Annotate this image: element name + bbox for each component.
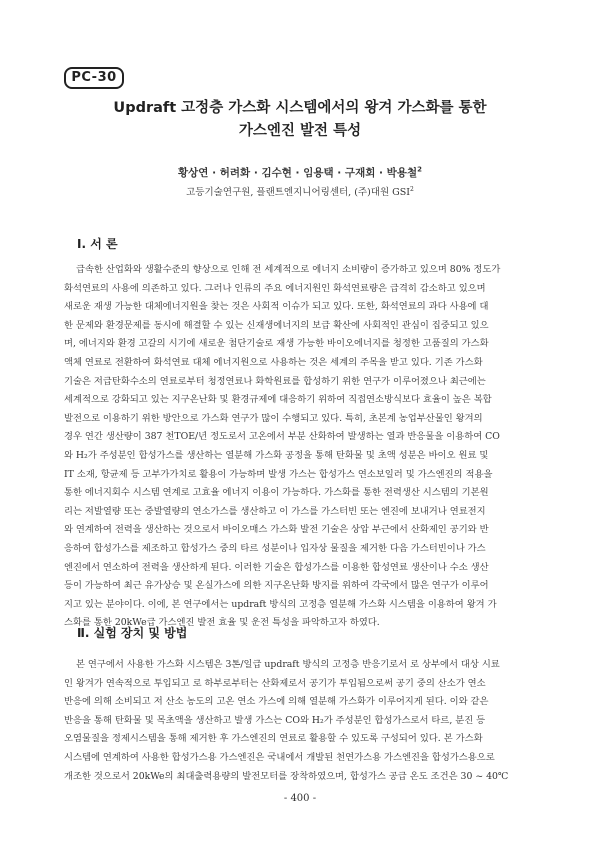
methods-paragraph bbox=[64, 656, 541, 786]
affiliation bbox=[80, 184, 520, 198]
paragraph-line: 액체 연료로 전환하여 화석연료 대체 에너지원으로 사용하는 것은 세계의 주목을 받고 있다. 기존 가스화 bbox=[64, 356, 483, 368]
author-names: 황상연 · 허려화 · 김수현 · 임용택 · 구재회 · 박용철 bbox=[178, 167, 418, 179]
title-line-2: 가스엔진 발전 특성 bbox=[238, 123, 362, 139]
paragraph-line: 등이 가능하여 최근 유가상승 및 온실가스에 의한 지구온난화 방지를 위하여 각국에서 많은 연구가 이루어 bbox=[64, 580, 489, 592]
paragraph-line: 오염물질을 정제시스템을 통해 제거한 후 가스엔진의 연료로 활용할 수 있도록 구성되어 있다. 본 가스화 bbox=[64, 733, 483, 745]
author-list bbox=[80, 165, 520, 180]
paragraph-line: 스화를 통한 20kWe급 가스엔진 발전 효율 및 운전 특성을 파악하고자 하였다. bbox=[64, 617, 380, 629]
paragraph-line: 한 문제와 환경문제를 동시에 해결할 수 있는 신재생에너지의 보급 확산에 사회적인 관심이 집중되고 있으 bbox=[64, 319, 489, 331]
paragraph-line: 와 연계하여 전력을 생산하는 것으로서 바이오매스 가스화 발전 기술은 상압 부근에서 산화제인 공기와 반 bbox=[64, 524, 489, 536]
paragraph-line: 반응에 의해 소비되고 저 산소 농도의 고온 연소 가스에 의해 열분해 가스화가 이루어지게 된다. 이와 같은 bbox=[64, 696, 489, 708]
paragraph-line: 며, 에너지와 환경 고갈의 시기에 새로운 첨단기술로 재생 가능한 바이오에너지를 청정한 고품질의 가스화 bbox=[64, 338, 489, 350]
affiliation-superscript: 2 bbox=[410, 185, 414, 193]
paper-id-badge: PC-30 bbox=[64, 67, 124, 89]
paragraph-line: IT 소재, 항균제 등 고부가가치로 활용이 가능하며 발생 가스는 합성가스 연소보일러 및 가스엔진의 적용을 bbox=[64, 468, 493, 480]
paper-title bbox=[80, 97, 520, 143]
paragraph-line: 급속한 산업화와 생활수준의 향상으로 인해 전 세계적으로 에너지 소비량이 증가하고 있으며 80% 정도가 bbox=[76, 264, 501, 275]
paragraph-line: 반응을 통해 탄화물 및 목초액을 생산하고 발생 가스는 CO와 H₂가 주성분인 합성가스로서 타르, 분진 등 bbox=[64, 714, 486, 726]
paragraph-line: 통한 에너지회수 시스템 연계로 고효율 에너지 이용이 가능하다. 가스화를 통한 전력생산 시스템의 기본원 bbox=[64, 487, 489, 499]
paragraph-line: 발전으로 이용하기 위한 방안으로 가스화 연구가 많이 수행되고 있다. 특히, 초본계 농업부산물인 왕겨의 bbox=[64, 412, 483, 424]
paragraph-line: 응하여 합성가스를 제조하고 합성가스 중의 타르 성분이나 입자상 물질을 제거한 다음 가스터빈이나 가스 bbox=[64, 542, 486, 554]
paragraph-line: 세계적으로 강화되고 있는 지구온난화 및 환경규제에 대응하기 위하여 직접연소방식보다 효율이 높은 복합 bbox=[64, 394, 492, 406]
affiliation-text: 고등기술연구원, 플랜트엔지니어링센터, (주)대원 GSI bbox=[186, 187, 411, 198]
section-heading-methods: Ⅱ. 실험 장치 및 방법 bbox=[77, 626, 188, 640]
paragraph-line: 기술은 저급탄화수소의 연료로부터 청정연료나 화학원료를 합성하기 위한 연구가 이루어졌으나 최근에는 bbox=[64, 375, 486, 387]
introduction-paragraph bbox=[64, 261, 541, 633]
paragraph-line: 지고 있는 분야이다. 이에, 본 연구에서는 updraft 방식의 고정층 열분해 가스화 시스템을 이용하여 왕겨 가 bbox=[64, 598, 497, 610]
paragraph-line: 와 H₂가 주성분인 합성가스를 생산하는 열분해 가스화 공정을 통해 탄화물 및 초액 성분은 바이오 원료 및 bbox=[64, 449, 489, 461]
title-line-1: Updraft 고정층 가스화 시스템에서의 왕겨 가스화를 통한 bbox=[113, 100, 487, 116]
paragraph-line: 본 연구에서 사용한 가스화 시스템은 3톤/일급 updraft 방식의 고정층 반응기로서 로 상부에서 대상 시료 bbox=[76, 659, 500, 670]
paragraph-line: 개조한 것으로서 20kWe의 최대출력용량의 발전모터를 장착하였으며, 합성가스 공급 온도 조건은 30 ~ 40℃ bbox=[64, 770, 509, 782]
section-heading-introduction: Ⅰ. 서 론 bbox=[77, 237, 118, 251]
paragraph-line: 경우 연간 생산량이 387 천TOE/년 정도로서 고온에서 부분 산화하여 발생하는 열과 반응물을 이용하여 CO bbox=[64, 431, 500, 443]
paragraph-line: 시스템에 연계하여 사용한 합성가스용 가스엔진은 국내에서 개발된 천연가스용 가스엔진을 합성가스용으로 bbox=[64, 751, 495, 763]
paragraph-line: 새로운 재생 가능한 대체에너지원을 찾는 것은 사회적 이슈가 되고 있다. 또한, 화석연료의 과다 사용에 대 bbox=[64, 301, 489, 313]
paragraph-line: 인 왕겨가 연속적으로 투입되고 로 하부로부터는 산화제로서 공기가 투입됨으로써 공기 중의 산소가 연소 bbox=[64, 677, 486, 689]
author-superscript: 2 bbox=[417, 165, 422, 174]
paragraph-line: 화석연료의 사용에 의존하고 있다. 그러나 인류의 주요 에너지원인 화석연료량은 급격히 감소하고 있으며 bbox=[64, 282, 486, 294]
paragraph-line: 리는 저발열량 또는 중발열량의 연소가스를 생산하고 이 가스를 가스터빈 또는 엔진에 보내거나 연료전지 bbox=[64, 505, 486, 517]
paragraph-line: 엔진에서 연소하여 전력을 생산하게 된다. 이러한 기술은 합성가스를 이용한 합성연료 생산이나 수소 생산 bbox=[64, 561, 489, 573]
page-number: - 400 - bbox=[283, 793, 317, 804]
